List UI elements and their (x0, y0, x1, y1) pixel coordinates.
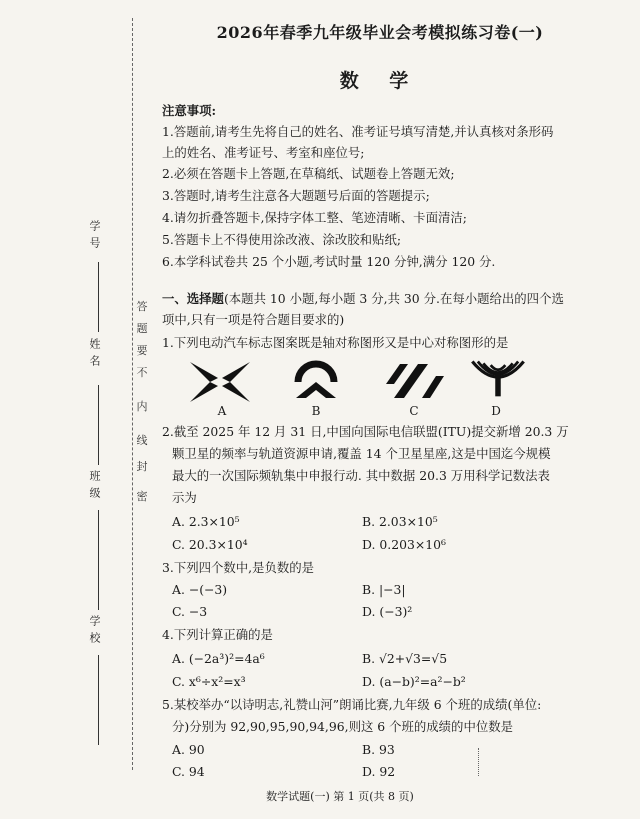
seal-text-char: 密 (136, 490, 148, 503)
notes-line: 上的姓名、准考证号、考室和座位号; (162, 145, 365, 160)
seal-text-char: 内 (136, 400, 148, 413)
margin-label-student-id: 学号 (88, 220, 101, 254)
option-b-label: B (311, 404, 321, 418)
question-4-stem: 4.下列计算正确的是 (162, 627, 273, 642)
option-a-label: A (217, 404, 227, 418)
option-c-label: C (409, 404, 419, 418)
question-2-stem-line: 颗卫星的频率与轨道资源申请,覆盖 14 个卫星星座,这是中国迄今规模 (172, 446, 551, 461)
seal-text-char: 封 (136, 460, 148, 473)
question-3-option-a: A. −(−3) (172, 582, 228, 597)
seal-text-char: 要 (136, 344, 148, 357)
seal-text-char: 题 (136, 322, 148, 335)
notes-line: 2.必须在答题卡上答题,在草稿纸、试题卷上答题无效; (162, 166, 455, 181)
question-3-stem: 3.下列四个数中,是负数的是 (162, 560, 315, 575)
seal-text-char: 线 (136, 434, 148, 447)
question-2-option-c: C. 20.3×10⁴ (172, 537, 248, 552)
question-2-stem-line: 最大的一次国际频轨集中申报行动. 其中数据 20.3 万用科学记数法表 (172, 468, 550, 483)
question-4-option-d: D. (a−b)²=a²−b² (362, 674, 466, 689)
binding-dashed-line (132, 18, 133, 770)
exam-title: 2026年春季九年级毕业会考模拟练习卷(一) (216, 23, 544, 42)
dotted-mark (478, 748, 479, 776)
question-4-option-b: B. √2+√3=√5 (362, 651, 448, 666)
school-blank (98, 655, 99, 745)
notes-line: 6.本学科试卷共 25 个小题,考试时量 120 分钟,满分 120 分. (162, 254, 496, 269)
question-2-stem-line: 示为 (172, 490, 197, 505)
question-3-option-b: B. |−3| (362, 582, 406, 597)
section-description: (本题共 10 小题,每小题 3 分,共 30 分.在每小题给出的四个选 (223, 291, 564, 306)
notes-line: 4.请勿折叠答题卡,保持字体工整、笔迹清晰、卡面清洁; (162, 210, 467, 225)
question-2-option-d: D. 0.203×10⁶ (362, 537, 446, 552)
question-3-option-c: C. −3 (172, 604, 208, 619)
question-5-option-a: A. 90 (172, 742, 205, 757)
question-4-option-a: A. (−2a³)²=4a⁶ (172, 651, 265, 666)
question-4-option-c: C. x⁶÷x²=x³ (172, 674, 246, 689)
logo-option-b (284, 358, 348, 402)
margin-label-school: 学校 (88, 615, 101, 649)
logo-option-a (188, 360, 252, 404)
notes-heading: 注意事项: (162, 103, 217, 118)
question-1-stem: 1.下列电动汽车标志图案既是轴对称图形又是中心对称图形的是 (162, 335, 509, 350)
question-5-option-b: B. 93 (362, 742, 395, 757)
name-blank (98, 385, 99, 465)
margin-label-name: 姓名 (88, 338, 101, 372)
notes-line: 3.答题时,请考生注意各大题题号后面的答题提示; (162, 188, 430, 203)
section-description-cont: 项中,只有一项是符合题目要求的) (162, 312, 345, 327)
question-2-stem-line: 2.截至 2025 年 12 月 31 日,中国向国际电信联盟(ITU)提交新增 20.3 万 (162, 424, 569, 439)
student-id-blank (98, 262, 99, 332)
notes-line: 5.答题卡上不得使用涂改液、涂改胶和贴纸; (162, 232, 402, 247)
question-2-option-a: A. 2.3×10⁵ (172, 514, 240, 529)
notes-line: 1.答题前,请考生先将自己的姓名、准考证号填写清楚,并认真核对条形码 (162, 124, 554, 139)
question-5-option-c: C. 94 (172, 764, 205, 779)
logo-option-c (384, 358, 448, 402)
seal-text-char: 不 (136, 366, 148, 379)
class-blank (98, 510, 99, 610)
margin-label-class: 班级 (88, 470, 101, 504)
question-2-option-b: B. 2.03×10⁵ (362, 514, 438, 529)
question-5-stem-line: 分)分别为 92,90,95,90,94,96,则这 6 个班的成绩的中位数是 (172, 719, 514, 734)
question-3-option-d: D. (−3)² (362, 604, 413, 619)
option-d-label: D (491, 404, 501, 418)
question-5-stem-line: 5.某校举办“以诗明志,礼赞山河”朗诵比赛,九年级 6 个班的成绩(单位: (162, 697, 542, 712)
page-footer: 数学试题(一) 第 1 页(共 8 页) (266, 790, 414, 803)
logo-option-d (466, 356, 530, 400)
section-heading-line (162, 291, 564, 307)
seal-text-char: 答 (136, 300, 148, 313)
section-title: 一、选择题 (162, 291, 224, 306)
exam-subject: 数 学 (339, 70, 421, 92)
question-5-option-d: D. 92 (362, 764, 396, 779)
